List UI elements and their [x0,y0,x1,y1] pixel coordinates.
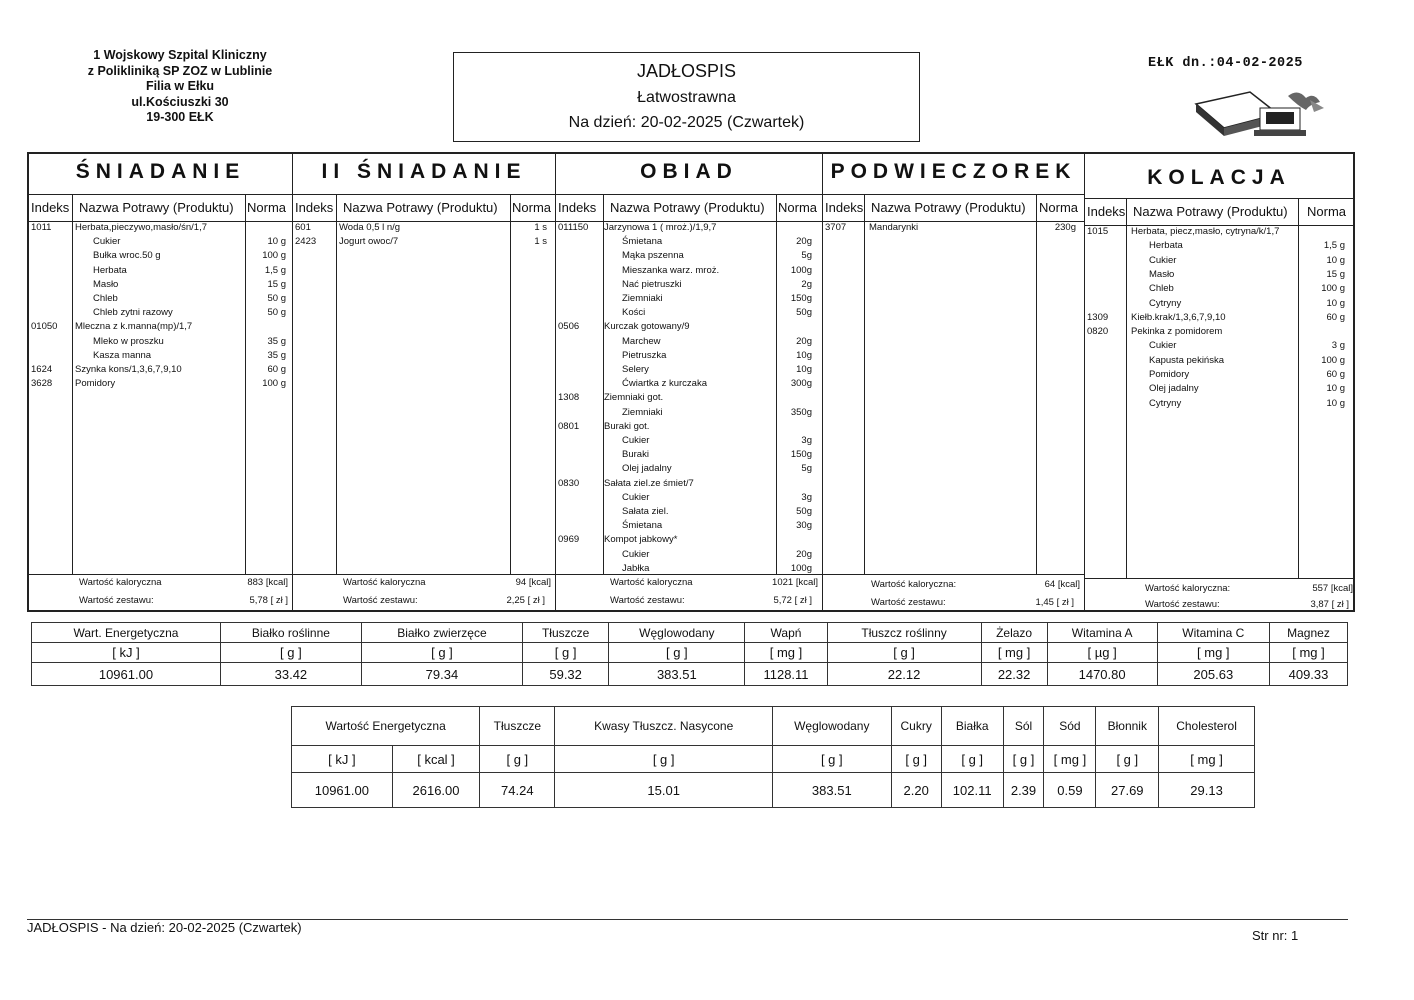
item-name: Herbata, piecz,masło, cytryna/k/1,7 [1131,226,1280,237]
menu-item-row [556,235,822,249]
item-norm: 150g [790,449,812,461]
kcal-label: Wartość kaloryczna: [1145,583,1231,594]
nutrient-header-cell: Węglowodany [609,623,745,643]
menu-item-row [29,278,292,292]
nutrient-unit-cell: [ g ] [609,643,745,663]
nutrient-value-cell: 10961.00 [32,663,221,686]
menu-item-row [556,406,822,420]
item-norm: 3g [801,491,812,503]
item-norm: 300g [790,378,812,390]
item-norm: 10 g [1326,254,1345,266]
kcal-value: 883 [kcal] [247,577,288,588]
menu-item-row [556,391,822,405]
menu-item-row [1085,354,1353,368]
item-index: 1624 [31,364,53,375]
menu-item-row [1085,268,1353,282]
item-norm: 20g [796,548,812,560]
item-index: 0801 [558,420,580,432]
item-norm: 10 g [1326,397,1345,409]
item-norm: 50g [796,506,812,517]
item-norm: 100 g [262,378,286,390]
nutrient-value-cell: 1470.80 [1047,663,1157,686]
nutrient-value-cell: 74.24 [480,773,555,808]
item-name: Herbata [1149,240,1183,252]
menu-item-row [1085,382,1353,396]
nutrient-value-cell: 383.51 [609,663,745,686]
nutrient-header-cell: Tłuszcze [523,623,609,643]
hospital-line-1: 1 Wojskowy Szpital Kliniczny [93,48,267,62]
menu-item-row [29,249,292,263]
meal-afternoon-snack [822,154,1084,610]
menu-item-row [556,477,822,491]
nutrient-unit-cell: [ mg ] [1157,643,1269,663]
nutrient-value-cell: 79.34 [361,663,522,686]
item-name: Mandarynki [869,222,919,233]
cost-label: Wartość zestawu: [871,597,946,608]
nutrient-value-cell: 409.33 [1269,663,1347,686]
item-name: Herbata [93,264,127,276]
item-norm: 60 g [1326,369,1345,380]
item-norm: 350g [790,406,812,418]
place-date: EŁK dn.:04-02-2025 [1148,56,1303,71]
col-header-norm: Norma [778,200,818,215]
nutrient-unit-cell: [ g ] [1003,746,1044,773]
item-name: Pomidory [75,378,116,390]
menu-item-row [556,491,822,505]
col-header-norm: Norma [512,200,552,215]
item-name: Mieszanka warz. mroż. [622,264,720,276]
meal-title: PODWIECZOREK [830,160,1077,183]
menu-item-row [29,377,292,391]
nutrient-header-cell: Kwasy Tłuszcz. Nasycone [555,707,773,746]
item-name: Kasza manna [93,349,152,361]
nutrient-unit-cell: [ g ] [523,643,609,663]
item-name: Cukier [1149,340,1177,352]
menu-item-row [823,221,1084,235]
nutrient-header-cell: Wart. Energetyczna [32,623,221,643]
menu-item-row [556,349,822,363]
nutrient-value-cell: 383.51 [773,773,892,808]
menu-item-row [1085,225,1353,239]
menu-item-row [1085,339,1353,353]
menu-item-row [1085,311,1353,325]
nutrient-header-cell: Błonnik [1096,707,1159,746]
item-norm: 1,5 g [264,264,286,276]
kcal-label: Wartość kaloryczna: [871,579,957,590]
kcal-value: 64 [kcal] [1044,579,1080,590]
item-name: Herbata,pieczywo,masło/śn/1,7 [75,222,208,233]
item-name: Szynka kons/1,3,6,7,9,10 [75,364,182,375]
item-name: Cytryny [1149,397,1182,409]
hospital-address [60,48,300,126]
item-name: Masło [1149,268,1175,280]
meal-dinner [1084,154,1353,610]
item-norm: 10 g [267,236,286,248]
cost-label: Wartość zestawu: [79,595,154,606]
cost-value: 5,72 [ zł ] [773,595,812,606]
item-name: Cukier [93,236,121,248]
nutrient-unit-cell: [ g ] [220,643,361,663]
item-norm: 35 g [267,335,286,347]
item-name: Mleczna z k.manna(mp)/1,7 [75,321,193,333]
item-name: Śmietana [622,236,663,248]
col-header-name: Nazwa Potrawy (Produktu) [343,200,498,215]
item-name: Kiełb.krak/1,3,6,7,9,10 [1131,311,1226,323]
item-name: Olej jadalny [1149,383,1199,395]
nutrient-unit-cell: [ g ] [941,746,1003,773]
col-header-name: Nazwa Potrawy (Produktu) [1133,204,1288,219]
cost-value: 1,45 [ zł ] [1035,597,1074,608]
meal-lunch [555,154,822,610]
col-header-index: Indeks [825,200,864,215]
menu-item-row [556,519,822,533]
cost-label: Wartość zestawu: [610,595,685,606]
nutrient-value-cell: 2.20 [891,773,941,808]
menu-item-row [29,363,292,377]
nutrient-value-cell: 33.42 [220,663,361,686]
nutrient-header-cell: Białko roślinne [220,623,361,643]
item-norm: 10g [796,364,812,375]
cost-label: Wartość zestawu: [343,595,418,606]
item-norm: 20g [796,335,812,347]
item-norm: 60 g [1326,311,1345,323]
item-name: Ćwiartka z kurczaka [622,378,707,390]
nutrient-header-cell: Tłuszcze [480,707,555,746]
meal-title: OBIAD [640,160,738,183]
nutrient-value-cell: 15.01 [555,773,773,808]
nutrient-unit-cell: [ kJ ] [292,746,393,773]
item-index: 0830 [558,477,580,489]
nutrient-unit-cell: [ µg ] [1047,643,1157,663]
kcal-label: Wartość kaloryczna [79,577,162,588]
item-norm: 3g [801,435,812,446]
menu-item-row [556,548,822,562]
item-name: Jogurt owoc/7 [339,236,399,248]
item-index: 0506 [558,321,580,333]
menu-item-row [556,462,822,476]
nutrient-unit-cell: [ mg ] [981,643,1047,663]
item-name: Chleb [1149,283,1174,295]
col-header-name: Nazwa Potrawy (Produktu) [871,200,1026,215]
nutrient-header-cell: Witamina C [1157,623,1269,643]
item-norm: 1 s [534,236,547,248]
nutrient-header-cell: Tłuszcz roślinny [827,623,981,643]
item-index: 3707 [825,222,847,233]
menu-item-row [29,292,292,306]
item-name: Śmietana [622,520,663,532]
kcal-value: 557 [kcal] [1312,583,1353,594]
item-name: Pietruszka [622,349,667,361]
menu-item-row [556,320,822,334]
item-name: Chleb [93,293,118,304]
hospital-line-4: ul.Kościuszki 30 [131,94,229,109]
nutrient-unit-cell: [ kcal ] [392,746,480,773]
item-index: 3628 [31,378,53,390]
item-index: 0969 [558,534,580,546]
item-name: Cukier [622,491,650,503]
item-norm: 1 s [534,222,547,233]
col-header-norm: Norma [247,200,287,215]
menu-item-row [29,349,292,363]
nutrient-unit-cell: [ g ] [555,746,773,773]
menu-title: JADŁOSPIS [636,61,737,81]
menu-item-row [1085,297,1353,311]
item-name: Ziemniaki [622,293,663,304]
item-norm: 15 g [1326,268,1345,280]
item-name: Buraki got. [604,420,650,432]
menu-item-row [29,235,292,249]
item-name: Ziemniaki [622,406,663,418]
item-norm: 100 g [262,250,286,262]
menu-item-row [29,306,292,320]
hospital-line-3: Filia w Ełku [145,79,215,93]
item-name: Chleb zytni razowy [93,307,173,319]
hospital-line-2: z Polikliniką SP ZOZ w Lublinie [87,63,273,78]
item-name: Cukier [622,548,650,560]
col-header-name: Nazwa Potrawy (Produktu) [610,200,765,215]
menu-item-row [556,533,822,547]
kcal-value: 94 [kcal] [515,577,551,588]
item-index: 1015 [1087,226,1109,237]
item-name: Sałata ziel.ze śmiet/7 [604,477,694,489]
meal-title: II ŚNIADANIE [321,160,527,183]
diet-name: Łatwostrawna [637,89,736,106]
nutrition-summary-table [31,622,1348,686]
nutrient-header-cell: Węglowodany [773,707,892,746]
menu-item-row [1085,254,1353,268]
meal-title: KOLACJA [1147,166,1291,189]
nutrient-header-cell: Sód [1044,707,1096,746]
menu-title-box [453,52,920,142]
nutrition-label-table [291,706,1255,808]
nutrient-header-cell: Magnez [1269,623,1347,643]
menu-item-row [29,335,292,349]
item-name: Olej jadalny [622,463,672,475]
menu-item-row [1085,325,1353,339]
nutrient-unit-cell: [ mg ] [1269,643,1347,663]
nutrient-value-cell: 10961.00 [292,773,393,808]
item-norm: 3 g [1331,340,1345,352]
item-index: 601 [295,222,311,233]
item-index: 1309 [1087,311,1109,323]
item-name: Buraki [622,449,649,461]
item-index: 0820 [1087,326,1109,338]
col-header-name: Nazwa Potrawy (Produktu) [79,200,234,215]
item-name: Cytryny [1149,297,1182,309]
nutrient-header-cell: Wapń [745,623,827,643]
nutrient-unit-cell: [ g ] [773,746,892,773]
menu-date: Na dzień: 20-02-2025 (Czwartek) [568,114,805,131]
menu-item-row [1085,239,1353,253]
item-index: 011150 [558,222,589,233]
item-norm: 5g [801,463,812,475]
nutrient-value-cell: 27.69 [1096,773,1159,808]
nutrient-value-cell: 2616.00 [392,773,480,808]
nutrient-value-cell: 22.32 [981,663,1047,686]
item-norm: 1,5 g [1323,240,1345,252]
item-norm: 100 g [1321,354,1345,366]
book-logo-icon [1192,86,1332,142]
col-header-index: Indeks [1087,204,1126,219]
item-norm: 10 g [1326,297,1345,309]
col-header-norm: Norma [1039,200,1079,215]
item-name: Mąka pszenna [622,250,684,262]
menu-item-row [556,448,822,462]
item-norm: 50 g [267,307,286,319]
kcal-label: Wartość kaloryczna [343,577,426,588]
nutrient-unit-cell: [ mg ] [745,643,827,663]
item-norm: 5g [801,250,812,262]
col-header-index: Indeks [31,200,70,215]
item-norm: 50 g [267,293,286,304]
item-name: Jabłka [622,562,650,574]
nutrient-header-cell: Białka [941,707,1003,746]
kcal-value: 1021 [kcal] [772,577,818,588]
item-name: Masło [93,278,119,290]
item-name: Bułka wroc.50 g [93,250,161,262]
hospital-line-5: 19-300 EŁK [146,110,214,124]
meals-table [27,152,1355,612]
item-name: Cukier [1149,254,1177,266]
nutrient-unit-cell: [ g ] [361,643,522,663]
page-footer: JADŁOSPIS - Na dzień: 20-02-2025 (Czwartek) [27,920,302,935]
item-norm: 35 g [267,349,286,361]
menu-item-row [293,221,555,235]
item-name: Woda 0,5 l n/g [339,222,401,233]
nutrient-unit-cell: [ g ] [891,746,941,773]
menu-item-row [1085,397,1353,411]
item-norm: 230g [1054,222,1076,233]
nutrient-unit-cell: [ g ] [1096,746,1159,773]
item-norm: 100 g [1321,283,1345,295]
item-norm: 2g [801,278,812,290]
item-name: Cukier [622,435,650,446]
cost-value: 5,78 [ zł ] [249,595,288,606]
menu-item-row [556,377,822,391]
menu-item-row [556,221,822,235]
item-norm: 20g [796,236,812,248]
nutrient-unit-cell: [ g ] [480,746,555,773]
nutrient-value-cell: 2.39 [1003,773,1044,808]
nutrient-value-cell: 102.11 [941,773,1003,808]
item-index: 1011 [31,222,52,233]
item-name: Nać pietruszki [622,278,682,290]
item-name: Kurczak gotowany/9 [604,321,690,333]
nutrient-value-cell: 1128.11 [745,663,827,686]
nutrient-value-cell: 29.13 [1159,773,1255,808]
menu-item-row [29,221,292,235]
nutrient-header-cell: Cukry [891,707,941,746]
item-name: Jarzynowa 1 ( mroż.)/1,9,7 [604,222,717,233]
cost-value: 2,25 [ zł ] [506,595,545,606]
meal-breakfast [29,154,292,610]
menu-item-row [1085,282,1353,296]
item-norm: 30g [796,520,812,532]
kcal-label: Wartość kaloryczna [610,577,693,588]
menu-item-row [556,363,822,377]
menu-item-row [556,335,822,349]
item-norm: 100g [790,562,812,574]
item-name: Pekinka z pomidorem [1131,326,1223,338]
menu-item-row [556,278,822,292]
nutrient-header-cell: Żelazo [981,623,1047,643]
menu-item-row [556,306,822,320]
cost-value: 3,87 [ zł ] [1310,599,1349,610]
item-index: 2423 [295,236,317,248]
menu-item-row [556,264,822,278]
item-name: Selery [622,364,649,375]
item-norm: 60 g [267,364,286,375]
item-name: Mleko w proszku [93,335,164,347]
item-norm: 10g [796,349,812,361]
menu-item-row [1085,368,1353,382]
menu-item-row [29,320,292,334]
menu-item-row [556,420,822,434]
page-number: Str nr: 1 [1252,928,1299,943]
menu-item-row [556,434,822,448]
item-norm: 10 g [1326,383,1345,395]
nutrient-unit-cell: [ kJ ] [32,643,221,663]
nutrient-unit-cell: [ mg ] [1044,746,1096,773]
item-name: Ziemniaki got. [604,392,664,404]
col-header-index: Indeks [558,200,597,215]
item-norm: 50g [796,307,812,319]
item-name: Kompot jabkowy* [604,534,678,546]
nutrient-value-cell: 22.12 [827,663,981,686]
item-norm: 100g [790,264,812,276]
nutrient-unit-cell: [ g ] [827,643,981,663]
item-name: Kapusta pekińska [1149,354,1224,366]
nutrient-value-cell: 205.63 [1157,663,1269,686]
menu-item-row [556,292,822,306]
nutrient-header-cell: Cholesterol [1159,707,1255,746]
cost-label: Wartość zestawu: [1145,599,1220,610]
item-norm: 150g [790,293,812,304]
item-name: Pomidory [1149,369,1190,380]
menu-item-row [29,264,292,278]
item-name: Sałata ziel. [622,506,669,517]
nutrient-header-cell: Białko zwierzęce [361,623,522,643]
nutrient-header-cell: Witamina A [1047,623,1157,643]
item-name: Marchew [622,335,661,347]
nutrient-header-cell: Sól [1003,707,1044,746]
nutrient-value-cell: 0.59 [1044,773,1096,808]
energy-header: Wartość Energetyczna [292,707,480,746]
item-index: 01050 [31,321,58,333]
nutrient-unit-cell: [ mg ] [1159,746,1255,773]
col-header-index: Indeks [295,200,334,215]
menu-item-row [293,235,555,249]
item-index: 1308 [558,392,580,404]
meal-title: ŚNIADANIE [75,160,246,183]
menu-item-row [556,249,822,263]
nutrient-value-cell: 59.32 [523,663,609,686]
col-header-norm: Norma [1307,204,1347,219]
meal-second-breakfast [292,154,555,610]
item-name: Kości [622,307,646,319]
menu-item-row [556,505,822,519]
item-norm: 15 g [267,278,286,290]
